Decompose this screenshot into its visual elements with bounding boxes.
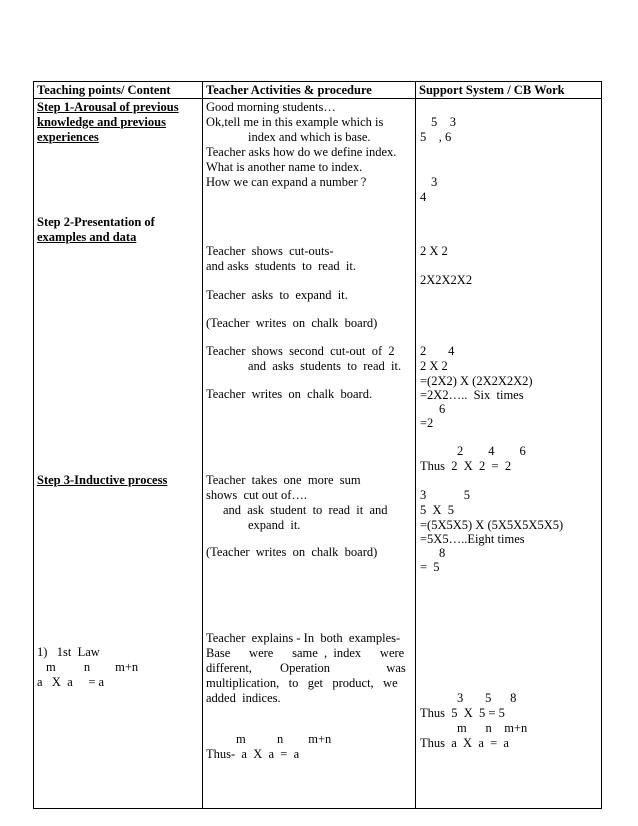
header-teaching-points: Teaching points/ Content — [34, 82, 203, 99]
header-teacher-activities: Teacher Activities & procedure — [203, 82, 416, 99]
activity-line: and asks students to read it. — [248, 359, 402, 373]
cb-work-line: 2 X 2 — [420, 359, 448, 373]
cb-work-line: =(5X5X5) X (5X5X5X5X5) — [420, 518, 564, 532]
cb-work-line: 5 X 5 — [420, 503, 455, 517]
cb-work-line: 5 3 — [431, 115, 456, 129]
activity-line: multiplication, to get product, we — [206, 676, 398, 690]
cb-work-line: m n m+n — [457, 721, 528, 735]
cb-work-line: 2X2X2X2 — [420, 273, 473, 287]
cb-work-line: =5X5…..Eight times — [420, 532, 525, 546]
activity-line: index and which is base. — [248, 130, 371, 144]
first-law-exponents: m n m+n — [46, 660, 139, 674]
activity-line: and asks students to read it. — [206, 259, 356, 273]
activity-line: shows cut out of…. — [206, 488, 308, 502]
activity-line: Teacher writes on chalk board. — [206, 387, 373, 401]
activity-line: Teacher shows cut-outs- — [206, 244, 334, 258]
activity-greeting: Good morning students… — [206, 100, 336, 114]
cb-work-line: 2 4 — [420, 344, 455, 358]
cb-work-line: =2X2….. Six times — [420, 388, 524, 402]
activity-line: expand it. — [248, 518, 301, 532]
first-law-formula: a X a = a — [37, 675, 105, 689]
cb-work-line: 3 — [431, 175, 438, 189]
cb-work-line: =2 — [420, 416, 434, 430]
header-row — [34, 82, 602, 99]
cb-work-line: 4 — [420, 190, 427, 204]
activity-line: Teacher explains - In both examples- — [206, 631, 401, 645]
cb-work-line: 2 4 6 — [457, 444, 526, 458]
step2-title-line1: Step 2-Presentation of — [37, 215, 155, 229]
cb-work-line: 6 — [439, 402, 446, 416]
step1-title-line3: experiences — [37, 130, 99, 144]
header-support-system: Support System / CB Work — [416, 82, 602, 99]
first-law-title: 1) 1st Law — [37, 645, 100, 659]
activity-line: Teacher asks to expand it. — [206, 288, 348, 302]
cb-work-line: 3 5 8 — [457, 691, 517, 705]
activity-line: Teacher takes one more sum — [206, 473, 361, 487]
activity-line: What is another name to index. — [206, 160, 363, 174]
activity-line: Teacher asks how do we define index. — [206, 145, 397, 159]
activity-line: (Teacher writes on chalk board) — [206, 545, 378, 559]
step1-title-line1: Step 1-Arousal of previous — [37, 100, 179, 114]
cb-work-line: 8 — [439, 546, 446, 560]
teacher-activities-cell — [203, 99, 416, 809]
activity-line: How we can expand a number ? — [206, 175, 367, 189]
activity-line: and ask student to read it and — [223, 503, 388, 517]
activity-line: Base were same , index were — [206, 646, 405, 660]
lesson-plan-table — [33, 81, 602, 809]
activity-exponents: m n m+n — [236, 732, 332, 746]
step2-title-line2: examples and data — [37, 230, 137, 244]
cb-work-line: 3 5 — [420, 488, 470, 502]
support-system-cell — [416, 99, 602, 809]
activity-conclusion: Thus- a X a = a — [206, 747, 300, 761]
cb-work-line: Thus a X a = a — [420, 736, 509, 750]
activity-line: Ok,tell me in this example which is — [206, 115, 384, 129]
activity-line: added indices. — [206, 691, 281, 705]
cb-work-line: 5 , 6 — [420, 130, 452, 144]
activity-line: different, Operation was — [206, 661, 406, 675]
cb-work-line: 2 X 2 — [420, 244, 448, 258]
content-row — [34, 99, 602, 809]
cb-work-line: = 5 — [420, 560, 440, 574]
activity-line: Teacher shows second cut-out of 2 — [206, 344, 395, 358]
step3-title: Step 3-Inductive process — [37, 473, 168, 487]
teaching-points-cell — [34, 99, 203, 809]
step1-title-line2: knowledge and previous — [37, 115, 166, 129]
activity-line: (Teacher writes on chalk board) — [206, 316, 378, 330]
cb-work-line: Thus 2 X 2 = 2 — [420, 459, 512, 473]
cb-work-line: Thus 5 X 5 = 5 — [420, 706, 505, 720]
cb-work-line: =(2X2) X (2X2X2X2) — [420, 374, 533, 388]
